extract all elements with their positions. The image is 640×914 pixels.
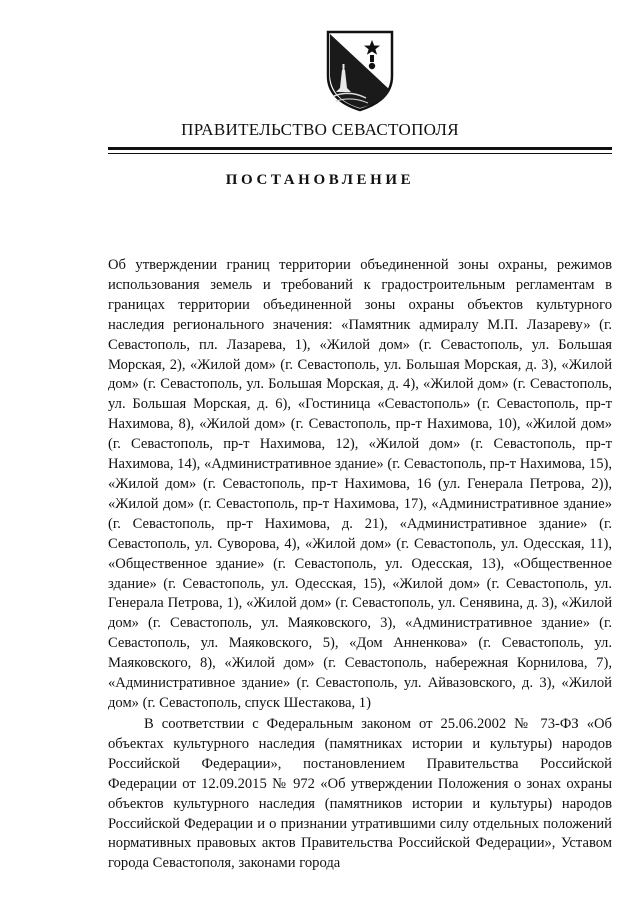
document-type-heading: ПОСТАНОВЛЕНИЕ [225,172,415,188]
coat-of-arms-icon [326,30,394,112]
header-rule-thin [108,153,612,154]
organization-title: ПРАВИТЕЛЬСТВО СЕВАСТОПОЛЯ [181,120,459,139]
header-rule-thick [108,147,612,150]
resolution-preamble: В соответствии с Федеральным законом от 25.06.2002 № 73-ФЗ «Об объектах культурного наследия (памятниках истории и культуры) народов Российской Федерации», постановлением Правительства Российской Федерации от 12.09.2015 № 972 «Об утверждении Положения о зонах охраны объектов культурного наследия (памятников истории и культуры) народов Российской Федерации и о признании утратившими силу отдельных положений нормативных правовых актов Правительства Российской Федерации», Уставом города Севастополя, законами города [108,716,612,872]
resolution-subject: Об утверждении границ территории объединенной зоны охраны, режимов использования земель и требований к градостроительным регламентам в границах территории объединенной зоны охраны объектов культурного наследия регионального значения: «Памятник адмиралу М.П. Лазареву» (г. Севастополь, пл. Лазарева, 1), «Жилой дом» (г. Севастополь, ул. Большая Морская, 2), «Жилой дом» (г. Севастополь, ул. Большая Морская, д. 3), «Жилой дом» (г. Севастополь, ул. Большая Морская, д. 4), «Жилой дом» (г. Севастополь, ул. Большая Морская, д. 6), «Гостиница «Севастополь» (г. Севастополь, пр-т Нахимова, 8), «Жилой дом» (г. Севастополь, пр-т Нахимова, 10), «Жилой дом» (г. Севастополь, пр-т Нахимова, 12), «Жилой дом» (г. Севастополь, пр-т Нахимова, 14), «Административное здание» (г. Севастополь, пр-т Нахимова, 15), «Жилой дом» (г. Севастополь, пр-т Нахимова, 16 (ул. Генерала Петрова, 2)), «Жилой дом» (г. Севастополь, пр-т Нахимова, 17), «Административное здание» (г. Севастополь, пр-т Нахимова, д. 21), «Административное здание» (г. Севастополь, ул. Суворова, 4), «Жилой дом» (г. Севастополь, ул. Одесская, 11), «Общественное здание» (г. Севастополь, ул. Одесская, 13), «Общественное здание» (г. Севастополь, ул. Одесская, 15), «Жилой дом» (г. Севастополь, ул. Генерала Петрова, 1), «Жилой дом» (г. Севастополь, ул. Сенявина, д. 3), «Жилой дом» (г. Севастополь, ул. Маяковского, 3), «Административное здание» (г. Севастополь, ул. Маяковского, 5), «Дом Анненкова» (г. Севастополь, ул. Маяковского, 8), «Жилой дом» (г. Севастополь, набережная Корнилова, 7), «Административное здание» (г. Севастополь, ул. Айвазовского, д. 3), «Жилой дом» (г. Севастополь, спуск Шестакова, 1) [108,257,612,711]
